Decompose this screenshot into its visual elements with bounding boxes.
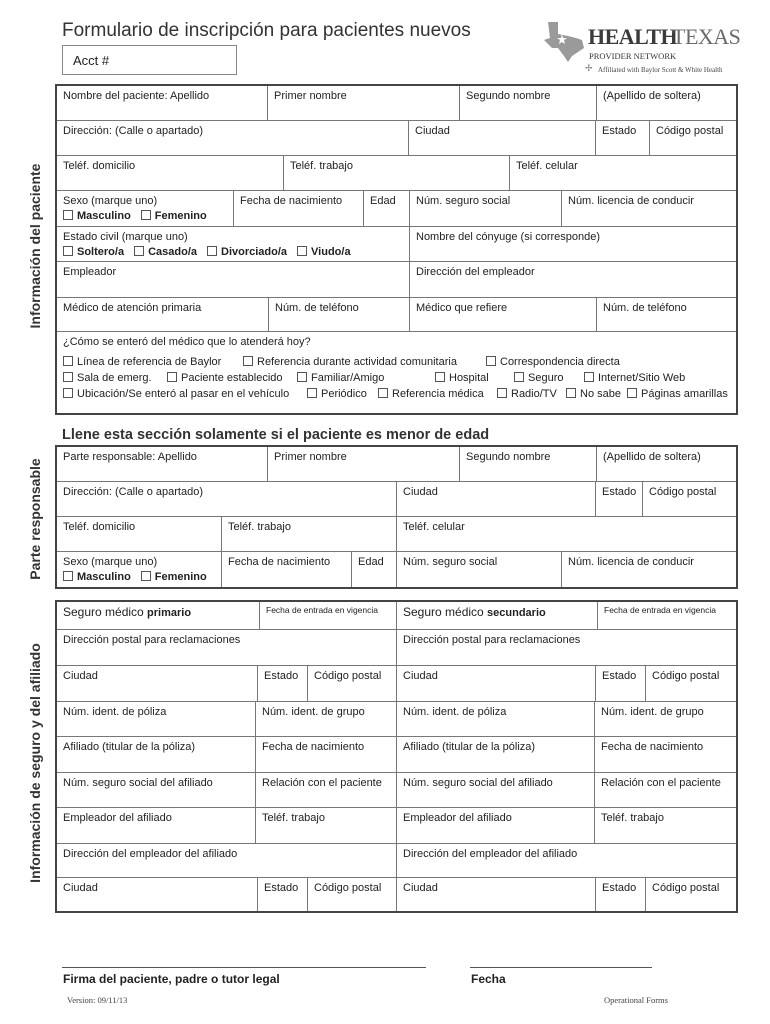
referral-option-label: Familiar/Amigo [311,372,385,384]
secondary-group-label: Núm. ident. de grupo [601,706,704,718]
patient-state-label: Estado [602,125,637,137]
primary-group-label: Núm. ident. de grupo [262,706,365,718]
secondary-claims-address-field[interactable] [396,630,736,665]
patient-first-name-label: Primer nombre [274,90,347,102]
department-text: Operational Forms [604,995,668,1005]
resp-license-label: Núm. licencia de conducir [568,556,694,568]
patient-license-label: Núm. licencia de conducir [568,195,694,207]
resp-dob-field[interactable] [221,552,351,587]
referring-doctor-label: Médico que refiere [416,302,508,314]
patient-zip-label: Código postal [656,125,724,137]
primary-insurance-field[interactable] [57,602,259,629]
resp-cell-phone-label: Teléf. celular [403,521,465,533]
patient-age-label: Edad [370,195,396,207]
referral-option-label: Seguro [528,372,564,384]
primary-sub-state-label: Estado [264,882,299,894]
referral-option-5[interactable] [297,372,384,384]
single-label: Soltero/a [77,246,125,258]
referral-option-label: Internet/Sitio Web [598,372,686,384]
resp-work-phone-field[interactable] [221,517,396,551]
resp-address-field[interactable] [57,482,396,516]
side-label-insurance: Información de seguro y del afiliado [27,643,43,883]
primary-sub-ssn-label: Núm. seguro social del afiliado [63,777,213,789]
patient-sex-field [57,191,233,226]
patient-middle-name-field[interactable] [459,86,596,120]
resp-sex-field [57,552,221,587]
primary-state-label: Estado [264,670,299,682]
patient-zip-field[interactable] [649,121,736,155]
patient-city-field[interactable] [408,121,595,155]
signature-label: Firma del paciente, padre o tutor legal [63,972,280,986]
resp-female-label: Femenino [154,571,207,583]
referral-option-label: Referencia durante actividad comunitaria [257,356,457,368]
referral-checkbox[interactable] [243,356,253,366]
resp-sex-label: Sexo (marque uno) [63,556,158,568]
secondary-sub-zip-field[interactable] [645,878,736,911]
primary-effective-date-field[interactable] [259,602,396,629]
referral-option-4[interactable] [167,372,283,384]
referral-checkbox[interactable] [378,388,388,398]
resp-ssn-label: Núm. seguro social [403,556,498,568]
resp-city-field[interactable] [396,482,595,516]
secondary-city-field[interactable] [396,666,595,701]
secondary-sub-employer-address-label: Dirección del empleador del afiliado [403,848,578,860]
patient-maiden-name-field[interactable] [596,86,736,120]
secondary-sub-dob-label: Fecha de nacimiento [601,741,704,753]
patient-ssn-field[interactable] [409,191,561,226]
female-checkbox[interactable] [141,210,151,220]
secondary-sub-ssn-label: Núm. seguro social del afiliado [403,777,553,789]
patient-ssn-label: Núm. seguro social [416,195,511,207]
secondary-insurance-prefix: Seguro médico [403,605,488,619]
referral-checkbox[interactable] [497,388,507,398]
resp-age-label: Edad [358,556,384,568]
secondary-sub-work-phone-field[interactable] [594,808,736,843]
secondary-relation-field[interactable] [594,773,736,807]
secondary-effective-date-label: Fecha de entrada en vigencia [604,605,716,615]
referral-checkbox[interactable] [514,372,524,382]
referral-option-0[interactable] [63,356,221,368]
secondary-city-label: Ciudad [403,670,438,682]
referral-option-label: Sala de emerg. [77,372,152,384]
secondary-sub-zip-label: Código postal [652,882,720,894]
referral-checkbox[interactable] [584,372,594,382]
referral-option-14[interactable] [627,388,728,400]
secondary-sub-ssn-field[interactable] [396,773,594,807]
referral-option-8[interactable] [584,372,685,384]
employer-label: Empleador [63,266,117,278]
how-heard-label: ¿Cómo se enteró del médico que lo atenderá hoy? [63,336,311,348]
secondary-sub-state-field[interactable] [595,878,645,911]
referral-option-label: Hospital [449,372,489,384]
referral-checkbox[interactable] [566,388,576,398]
primary-sub-city-field[interactable] [57,878,257,911]
primary-subscriber-field[interactable] [57,737,255,772]
employer-address-label: Dirección del empleador [416,266,535,278]
primary-sub-dob-label: Fecha de nacimiento [262,741,365,753]
healthtexas-logo [542,18,742,78]
logo-texas-text: TEXAS [672,24,741,49]
primary-sub-employer-address-label: Dirección del empleador del afiliado [63,848,238,860]
referral-checkbox[interactable] [435,372,445,382]
resp-male-label: Masculino [77,571,131,583]
pcp-phone-field[interactable] [268,298,409,331]
resp-zip-label: Código postal [649,486,717,498]
pcp-phone-label: Núm. de teléfono [275,302,359,314]
patient-maiden-name-label: (Apellido de soltera) [603,90,701,102]
referral-checkbox[interactable] [63,388,73,398]
patient-work-phone-field[interactable] [283,156,509,190]
secondary-sub-employer-address-field[interactable] [396,844,736,877]
referral-option-9[interactable] [63,388,289,400]
referral-option-2[interactable] [486,356,620,368]
referral-checkbox[interactable] [167,372,177,382]
referral-checkbox[interactable] [627,388,637,398]
primary-zip-field[interactable] [307,666,396,701]
spouse-name-label: Nombre del cónyuge (si corresponde) [416,231,601,243]
resp-male-checkbox[interactable] [63,571,73,581]
logo-affiliation: Affiliated with Baylor Scott & White Health [598,66,723,74]
logo-health-text: HEALTH [588,24,678,49]
referral-option-1[interactable] [243,356,457,368]
form-title: Formulario de inscripción para pacientes nuevos [62,20,471,41]
secondary-sub-work-phone-label: Teléf. trabajo [601,812,664,824]
primary-relation-label: Relación con el paciente [262,777,382,789]
secondary-sub-employer-label: Empleador del afiliado [403,812,512,824]
primary-sub-state-field[interactable] [257,878,307,911]
referral-checkbox[interactable] [63,372,73,382]
side-label-patient: Información del paciente [27,163,43,329]
resp-work-phone-label: Teléf. trabajo [228,521,291,533]
secondary-insurance-bold: secundario [487,607,546,619]
referral-checkbox[interactable] [297,372,307,382]
referral-option-label: Referencia médica [392,388,484,400]
resp-ssn-field[interactable] [396,552,561,587]
resp-middle-name-field[interactable] [459,447,596,481]
employer-address-field[interactable] [409,262,736,297]
patient-city-label: Ciudad [415,125,450,137]
responsible-section [55,445,738,589]
primary-insurance-bold: primario [147,607,192,619]
minor-heading: Llene esta sección solamente si el paciente es menor de edad [62,427,490,443]
referral-option-7[interactable] [514,372,563,384]
resp-last-name-field[interactable] [57,447,267,481]
secondary-effective-date-field[interactable] [597,602,736,629]
secondary-subscriber-label: Afiliado (titular de la póliza) [403,741,536,753]
secondary-subscriber-field[interactable] [396,737,594,772]
patient-last-name-label: Nombre del paciente: Apellido [63,90,210,102]
primary-city-label: Ciudad [63,670,98,682]
primary-sub-zip-field[interactable] [307,878,396,911]
primary-sub-work-phone-field[interactable] [255,808,396,843]
patient-state-field[interactable] [595,121,649,155]
pcp-field[interactable] [57,298,268,331]
primary-policy-field[interactable] [57,702,255,736]
resp-state-label: Estado [602,486,637,498]
referral-option-label: Correspondencia directa [500,356,620,368]
employer-field[interactable] [57,262,409,297]
divorced-checkbox[interactable] [207,246,217,256]
primary-claims-address-field[interactable] [57,630,396,665]
referral-checkbox[interactable] [486,356,496,366]
marital-label: Estado civil (marque uno) [63,231,188,243]
widowed-label: Viudo/a [311,246,351,258]
patient-marital-field [57,227,409,261]
patient-home-phone-label: Teléf. domicilio [63,160,136,172]
patient-dob-label: Fecha de nacimiento [240,195,343,207]
married-label: Casado/a [148,246,197,258]
insurance-section [55,600,738,913]
primary-sub-employer-field[interactable] [57,808,255,843]
patient-home-phone-field[interactable] [57,156,283,190]
resp-state-field[interactable] [595,482,642,516]
referral-option-11[interactable] [378,388,484,400]
resp-zip-field[interactable] [642,482,736,516]
referring-doctor-field[interactable] [409,298,596,331]
primary-sub-employer-address-field[interactable] [57,844,396,877]
referral-option-label: Radio/TV [511,388,557,400]
secondary-state-field[interactable] [595,666,645,701]
patient-sex-label: Sexo (marque uno) [63,195,158,207]
patient-middle-name-label: Segundo nombre [466,90,551,102]
secondary-state-label: Estado [602,670,637,682]
referral-option-12[interactable] [497,388,557,400]
female-label: Femenino [154,210,207,222]
secondary-group-field[interactable] [594,702,736,736]
patient-dob-field[interactable] [233,191,363,226]
primary-relation-field[interactable] [255,773,396,807]
resp-maiden-name-field[interactable] [596,447,736,481]
secondary-insurance-field[interactable] [396,602,597,629]
widowed-checkbox[interactable] [297,246,307,256]
primary-sub-dob-field[interactable] [255,737,396,772]
secondary-sub-city-label: Ciudad [403,882,438,894]
divorced-label: Divorciado/a [221,246,288,258]
primary-sub-employer-label: Empleador del afiliado [63,812,172,824]
texas-map-icon [542,20,586,62]
secondary-zip-field[interactable] [645,666,736,701]
patient-address-field[interactable] [57,121,408,155]
referral-option-6[interactable] [435,372,489,384]
patient-age-field[interactable] [363,191,409,226]
resp-middle-name-label: Segundo nombre [466,451,551,463]
primary-sub-city-label: Ciudad [63,882,98,894]
referral-checkbox[interactable] [307,388,317,398]
patient-cell-phone-field[interactable] [509,156,736,190]
signature-line[interactable] [62,967,426,968]
primary-city-field[interactable] [57,666,257,701]
patient-work-phone-label: Teléf. trabajo [290,160,353,172]
secondary-policy-label: Núm. ident. de póliza [403,706,507,718]
primary-claims-address-label: Dirección postal para reclamaciones [63,634,241,646]
resp-home-phone-label: Teléf. domicilio [63,521,136,533]
referral-option-label: Línea de referencia de Baylor [77,356,222,368]
pcp-label: Médico de atención primaria [63,302,202,314]
referring-phone-field[interactable] [596,298,736,331]
primary-state-field[interactable] [257,666,307,701]
primary-sub-ssn-field[interactable] [57,773,255,807]
resp-address-label: Dirección: (Calle o apartado) [63,486,204,498]
resp-cell-phone-field[interactable] [396,517,736,551]
male-label: Masculino [77,210,131,222]
referral-option-10[interactable] [307,388,367,400]
resp-first-name-field[interactable] [267,447,459,481]
resp-home-phone-field[interactable] [57,517,221,551]
resp-female-checkbox[interactable] [141,571,151,581]
primary-policy-label: Núm. ident. de póliza [63,706,167,718]
resp-last-name-label: Parte responsable: Apellido [63,451,197,463]
date-label: Fecha [471,972,506,986]
primary-insurance-prefix: Seguro médico [63,605,148,619]
resp-city-label: Ciudad [403,486,438,498]
version-text: Version: 09/11/13 [67,995,128,1005]
referral-option-13[interactable] [566,388,621,400]
referral-option-label: Páginas amarillas [641,388,728,400]
logo-provider-network: PROVIDER NETWORK [589,51,677,61]
primary-subscriber-label: Afiliado (titular de la póliza) [63,741,196,753]
married-checkbox[interactable] [134,246,144,256]
secondary-policy-field[interactable] [396,702,594,736]
primary-sub-work-phone-label: Teléf. trabajo [262,812,325,824]
patient-first-name-field[interactable] [267,86,459,120]
primary-sub-zip-label: Código postal [314,882,382,894]
secondary-sub-employer-field[interactable] [396,808,594,843]
secondary-sub-state-label: Estado [602,882,637,894]
patient-cell-phone-label: Teléf. celular [516,160,578,172]
referral-option-label: No sabe [580,388,621,400]
date-line[interactable] [470,967,652,968]
secondary-relation-label: Relación con el paciente [601,777,721,789]
account-number-field[interactable] [62,45,237,75]
referral-checkbox[interactable] [63,356,73,366]
secondary-sub-city-field[interactable] [396,878,595,911]
secondary-sub-dob-field[interactable] [594,737,736,772]
primary-zip-label: Código postal [314,670,382,682]
patient-section [55,84,738,415]
side-label-responsible: Parte responsable [27,458,43,580]
male-checkbox[interactable] [63,210,73,220]
account-number-label: Acct # [73,53,110,68]
star-icon: ✢ [585,63,593,73]
referral-option-label: Periódico [321,388,367,400]
secondary-claims-address-label: Dirección postal para reclamaciones [403,634,581,646]
patient-address-label: Dirección: (Calle o apartado) [63,125,204,137]
resp-age-field[interactable] [351,552,396,587]
primary-group-field[interactable] [255,702,396,736]
spouse-name-field[interactable] [409,227,736,261]
secondary-zip-label: Código postal [652,670,720,682]
patient-license-field[interactable] [561,191,736,226]
referring-phone-label: Núm. de teléfono [603,302,687,314]
referral-option-3[interactable] [63,372,152,384]
primary-effective-date-label: Fecha de entrada en vigencia [266,605,378,615]
referral-option-label: Paciente establecido [181,372,283,384]
referral-option-label: Ubicación/Se enteró al pasar en el vehículo [77,388,290,400]
patient-last-name-field[interactable] [57,86,267,120]
resp-first-name-label: Primer nombre [274,451,347,463]
single-checkbox[interactable] [63,246,73,256]
resp-maiden-name-label: (Apellido de soltera) [603,451,701,463]
resp-license-field[interactable] [561,552,736,587]
resp-dob-label: Fecha de nacimiento [228,556,331,568]
